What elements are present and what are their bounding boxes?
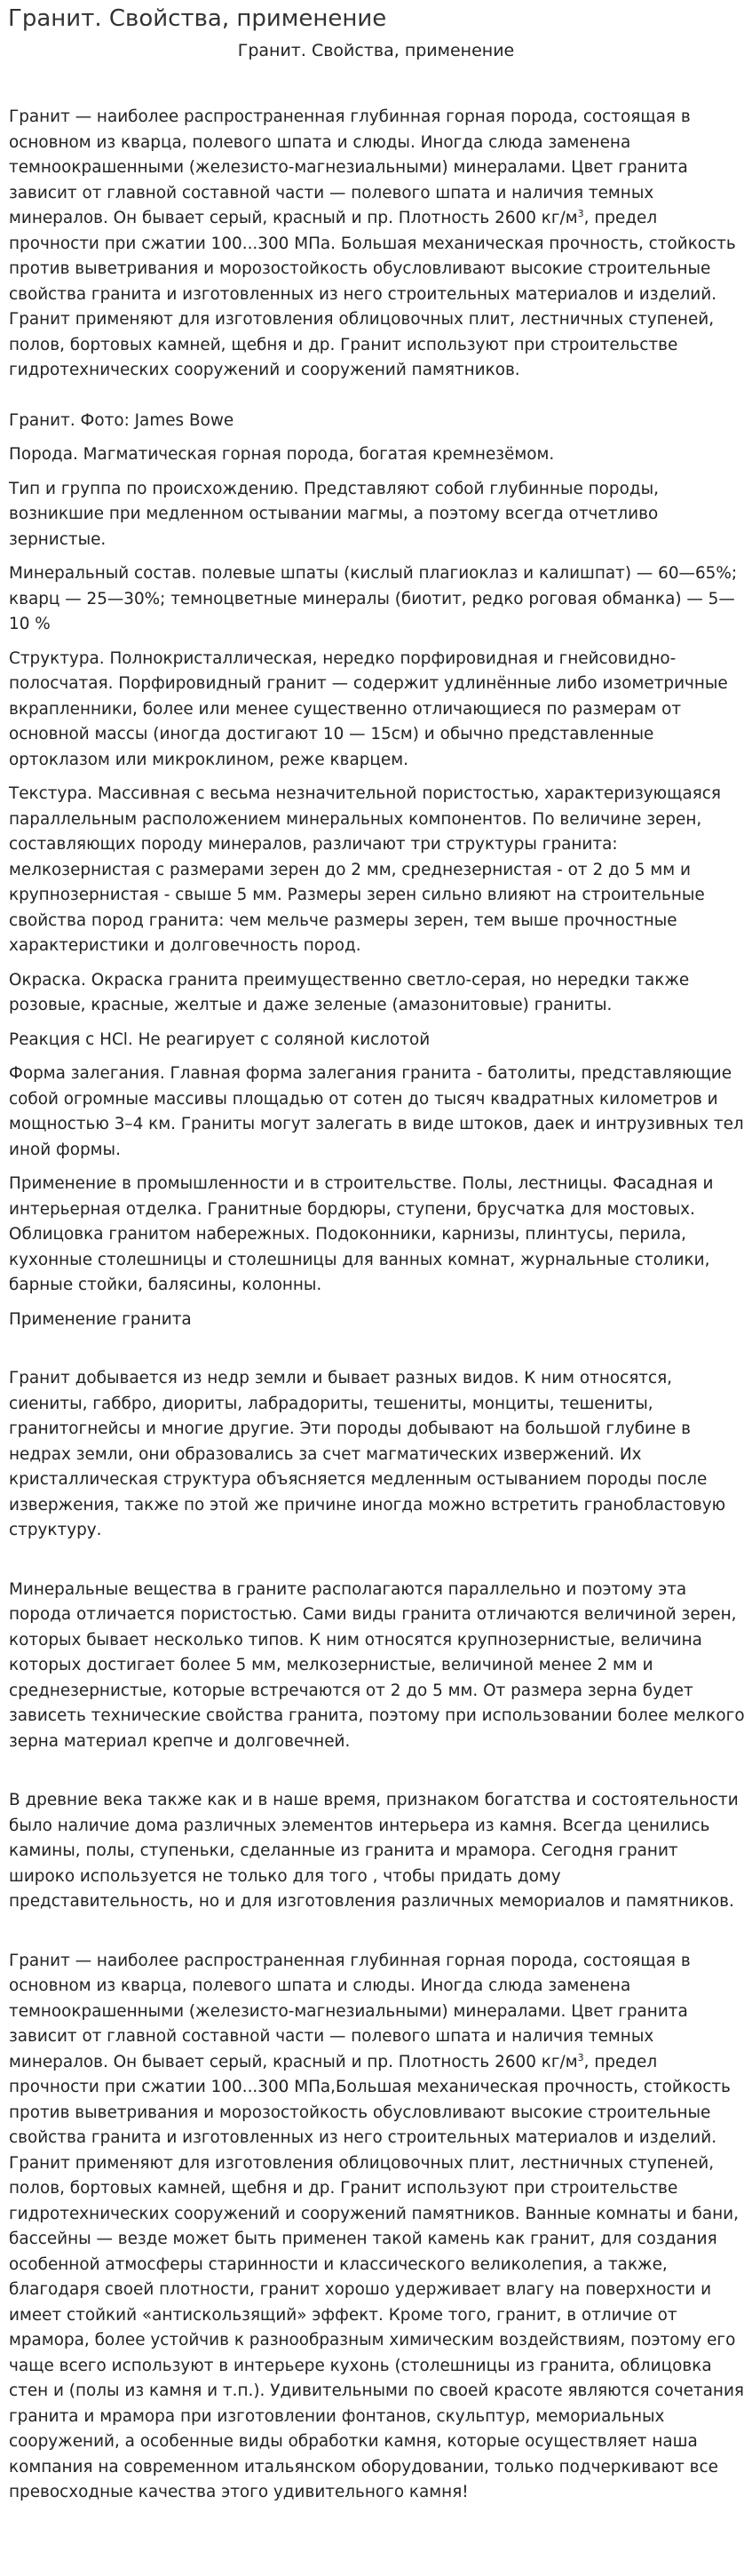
intro-paragraph (9, 105, 746, 384)
page-subtitle: Гранит. Свойства, применение (237, 41, 515, 60)
property-mineral-composition: Минеральный состав. полевые шпаты (кислый плагиоклаз и калишпат) — 60—65%; кварц — 25—30%; темноцветные минералы (биотит, редко роговая обманка) — 5—10 % (9, 564, 738, 633)
property-rock-type: Порода. Магматическая горная порода, богатая кремнезёмом. (9, 445, 555, 464)
property-texture: Текстура. Массивная с весьма незначительной пористостью, характеризующаяся параллельным расположением минеральных компонентов. По величине зерен, составляющих породу минералов, различают три структуры гранита: мелкозернистая с размерами зерен до 2 мм, среднезернистая - от 2 до 5 мм и крупнозернистая - свыше 5 мм. Размеры зерен сильно влияют на строительные свойства пород гранита: чем мельче размеры зерен, тем выше прочностные характеристики и долговечность пород. (9, 784, 721, 955)
final-text-part-2: , предел прочности при сжатии 100...300 МПа,Большая механическая прочность, стойкость против выветривания и морозостойкость обусловливают высокие строительные свойства гранита и изготовленных из него строительных материалов и изделий. Гранит применяют для изготовления облицовочных плит, лестничных ступеней, полов, бортовых камней, щебня и др. Гранит используют при строительстве гидротехнических сооружений и сооружений памятников. Ванные комнаты и бани, бассейны — везде может быть применен такой камень как гранит, для создания особенной атмосферы старинности и классического великолепия, а также, благодаря своей плотности, гранит хорошо удерживает влагу на поверхности и имеет стойкий «антискользящий» эффект. Кроме того, гранит, в отличие от мрамора, более устойчив к разнообразным химическим воздействиям, поэтому его чаще всего используют в интерьере кухонь (столешницы из гранита, облицовка стен и (полы из камня и т.п.). Удивительными по своей красоте являются сочетания гранита и мрамора при изготовлении фонтанов, скульптур, мемориальных сооружений, а особенные виды обработки камня, которые осуществляет наша компания на современном итальянском оборудовании, только подчеркивают все превосходные качества этого удивительного камня! (9, 2052, 744, 2501)
page-title: Гранит. Свойства, применение (8, 5, 387, 32)
property-hcl-reaction: Реакция с HCl. Не реагирует с соляной кислотой (9, 1030, 431, 1049)
property-color: Окраска. Окраска гранита преимущественно светло-серая, но нередки также розовые, красные, желтые и даже зеленые (амазонитовые) граниты. (9, 970, 690, 1014)
photo-caption: Гранит. Фото: James Bowe (9, 410, 234, 430)
final-paragraph (9, 1949, 746, 2506)
intro-text-part-2: , предел прочности при сжатии 100...300 МПа. Большая механическая прочность, стойкость против выветривания и морозостойкость обусловливают высокие строительные свойства гранита и изготовленных из него строительных материалов и изделий. Гранит применяют для изготовления облицовочных плит, лестничных ступеней, полов, бортовых камней, щебня и др. Гранит используют при строительстве гидротехнических сооружений и сооружений памятников. (9, 209, 736, 379)
property-structure: Структура. Полнокристаллическая, нередко порфировидная и гнейсовидно-полосчатая. Порфировидный гранит — содержит удлинённые либо изометричные вкрапленники, более или менее существенно отличающиеся по размерам от основной массы (иногда достигают 10 — 15см) и обычно представленные ортоклазом или микроклином, реже кварцем. (9, 648, 728, 769)
intro-text-part-1: Гранит — наиболее распространенная глубинная горная порода, состоящая в основном из кварца, полевого шпата и слюды. Иногда слюда заменена темноокрашенными (железисто-магнезиальными) минералами. Цвет гранита зависит от главной составной части — полевого шпата и наличия темных минералов. Он бывает серый, красный и пр. Плотность 2600 кг/м (9, 107, 691, 227)
final-text-part-1: Гранит — наиболее распространенная глубинная горная порода, состоящая в основном из кварца, полевого шпата и слюды. Иногда слюда заменена темноокрашенными (железисто-магнезиальными) минералами. Цвет гранита зависит от главной составной части — полевого шпата и наличия темных минералов. Он бывает серый, красный и пр. Плотность 2600 кг/м (9, 1951, 691, 2071)
application-heading: Применение гранита (9, 1309, 192, 1329)
final-density-unit-sup: 3 (577, 2051, 584, 2063)
property-usage: Применение в промышленности и в строительстве. Полы, лестницы. Фасадная и интерьерная отделка. Гранитные бордюры, ступени, брусчатка для мостовых. Облицовка гранитом набережных. Подоконники, карнизы, плинтусы, перила, кухонные столешницы и столешницы для ванных комнат, журнальные столики, барные стойки, балясины, колонны. (9, 1174, 714, 1294)
property-origin: Тип и группа по происхождению. Представляют собой глубинные породы, возникшие при медленном остывании магмы, а поэтому всегда отчетливо зернистые. (9, 479, 659, 549)
property-occurrence: Форма залегания. Главная форма залегания гранита - батолиты, представляющие собой огромные массивы площадью от сотен до тысяч квадратных километров и мощностью 3–4 км. Граниты могут залегать в виде штоков, даек и интрузивных тел иной формы. (9, 1064, 744, 1159)
article-content (9, 105, 746, 2506)
article-paragraph-history: В древние века также как и в наше время, признаком богатства и состоятельности было наличие дома различных элементов интерьера из камня. Всегда ценились камины, полы, ступеньки, сделанные из гранита и мрамора. Сегодня гранит широко используется не только для того , чтобы придать дому представительность, но и для изготовления различных мемориалов и памятников. (9, 1791, 739, 1911)
article-paragraph-grain: Минеральные вещества в граните располагаются параллельно и поэтому эта порода отличается пористостью. Сами виды гранита отличаются величиной зерен, которых бывает несколько типов. К ним относятся крупнозернистые, величина которых достигает более 5 мм, мелкозернистые, величиной менее 2 мм и среднезернистые, которые встречаются от 2 до 5 мм. От размера зерна будет зависеть технические свойства гранита, поэтому при использовании более мелкого зерна материал крепче и долговечней. (9, 1579, 745, 1751)
article-paragraph-extraction: Гранит добывается из недр земли и бывает разных видов. К ним относятся, сиениты, габбро, диориты, лабрадориты, тешениты, монциты, тешениты, гранитогнейсы и многие другие. Эти породы добывают на большой глубине в недрах земли, они образовались за счет магматических извержений. Их кристаллическая структура объясняется медленным остыванием породы после извержения, также по этой же причине иногда можно встретить гранобластовую структуру. (9, 1369, 726, 1539)
intro-density-unit-sup: 3 (577, 208, 584, 219)
